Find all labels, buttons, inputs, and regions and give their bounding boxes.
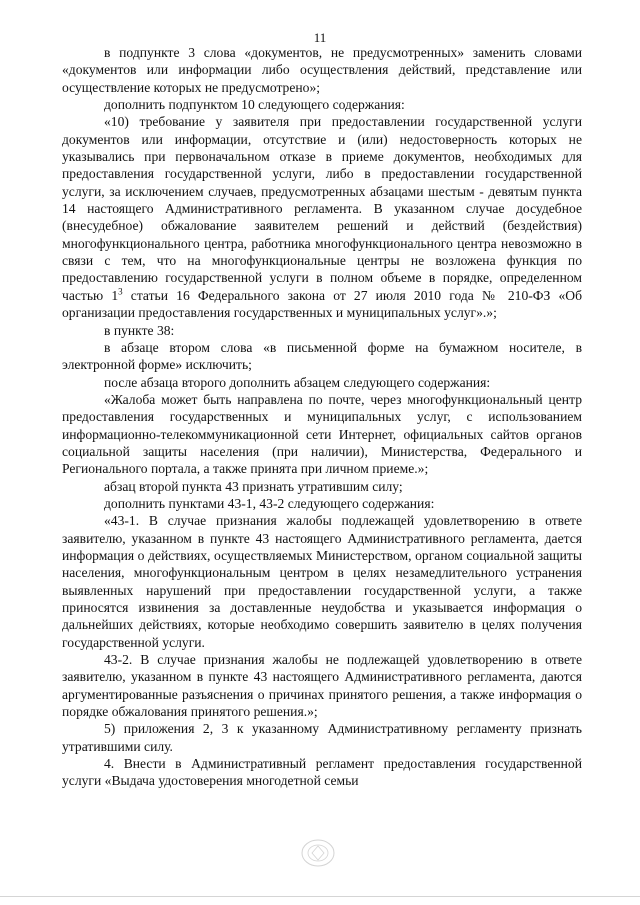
paragraph: дополнить подпунктом 10 следующего содержания: bbox=[104, 97, 405, 113]
paragraph: в пункте 38: bbox=[104, 322, 175, 338]
document-body bbox=[62, 44, 582, 790]
paragraph: «Жалоба может быть направлена по почте, через многофункциональный центр предоставления государственных и муниципальных услуг, с использованием информационно-телекоммуникационной сети Интернет, официальных сайтов органов социальной защиты населения (при наличии), Министерства, Федерального и Регионального портала, а также принята при личном приеме.»; bbox=[62, 391, 582, 477]
paragraph: 5) приложения 2, 3 к указанному Административному регламенту признать утратившими силу. bbox=[62, 721, 582, 754]
paragraph: абзац второй пункта 43 признать утратившим силу; bbox=[104, 478, 403, 494]
paragraph-text: «10) требование у заявителя при предоставлении государственной услуги документов или информации, отсутствие и (или) недостоверность которых не указывались при первоначальном отказе в приеме документов, необходимых для предоставления государственной услуги, либо в предоставлении государственной услуги, за исключением случаев, предусмотренных абзацами шестым - девятым пункта 14 настоящего Административного регламента. В указанном случае досудебное (внесудебное) обжалование заявителем решений и действий (бездействия) многофункционального центра, работника многофункционального центра невозможно в связи с тем, что на многофункциональные центры не возложена функция по предоставлению государственной услуги в полном объеме в порядке, определенном частью 1 bbox=[62, 114, 582, 303]
superscript: 3 bbox=[118, 286, 123, 297]
seal-stamp-icon bbox=[300, 838, 336, 868]
paragraph: 4. Внести в Административный регламент предоставления государственной услуги «Выдача удостоверения многодетной семьи bbox=[62, 756, 582, 789]
paragraph: в абзаце втором слова «в письменной форме на бумажном носителе, в электронной форме» исключить; bbox=[62, 339, 582, 373]
paragraph: 43-2. В случае признания жалобы не подлежащей удовлетворению в ответе заявителю, указанном в пункте 43 настоящего Административного регламента, даются аргументированные разъяснения о причинах принятого решения, а также информация о порядке обжалования принятого решения.»; bbox=[62, 652, 582, 720]
paragraph: после абзаца второго дополнить абзацем следующего содержания: bbox=[104, 374, 491, 390]
scan-edge bbox=[0, 896, 640, 897]
paragraph bbox=[62, 113, 582, 321]
paragraph: «43-1. В случае признания жалобы подлежащей удовлетворению в ответе заявителю, указанном в пункте 43 настоящего Административного регламента, дается информация о действиях, осуществляемых Министерством, органом социальной защиты населения, многофункциональным центром в целях незамедлительного устранения выявленных нарушений при предоставлении государственной услуги, а также приносятся извинения за доставленные неудобства и указывается информация о дальнейших действиях, которые необходимо совершить заявителю в целях получения государственной услуги. bbox=[62, 513, 582, 650]
paragraph: в подпункте 3 слова «документов, не предусмотренных» заменить словами «документов или информации либо осуществления действий, представление или осуществление которых не предусмотрено»; bbox=[62, 45, 582, 95]
paragraph-text-continued: статьи 16 Федерального закона от 27 июля 2010 года № 210-ФЗ «Об организации предоставления государственных и муниципальных услуг».»; bbox=[62, 287, 582, 321]
page-number: 11 bbox=[313, 30, 327, 45]
paragraph: дополнить пунктами 43-1, 43-2 следующего содержания: bbox=[104, 495, 435, 511]
